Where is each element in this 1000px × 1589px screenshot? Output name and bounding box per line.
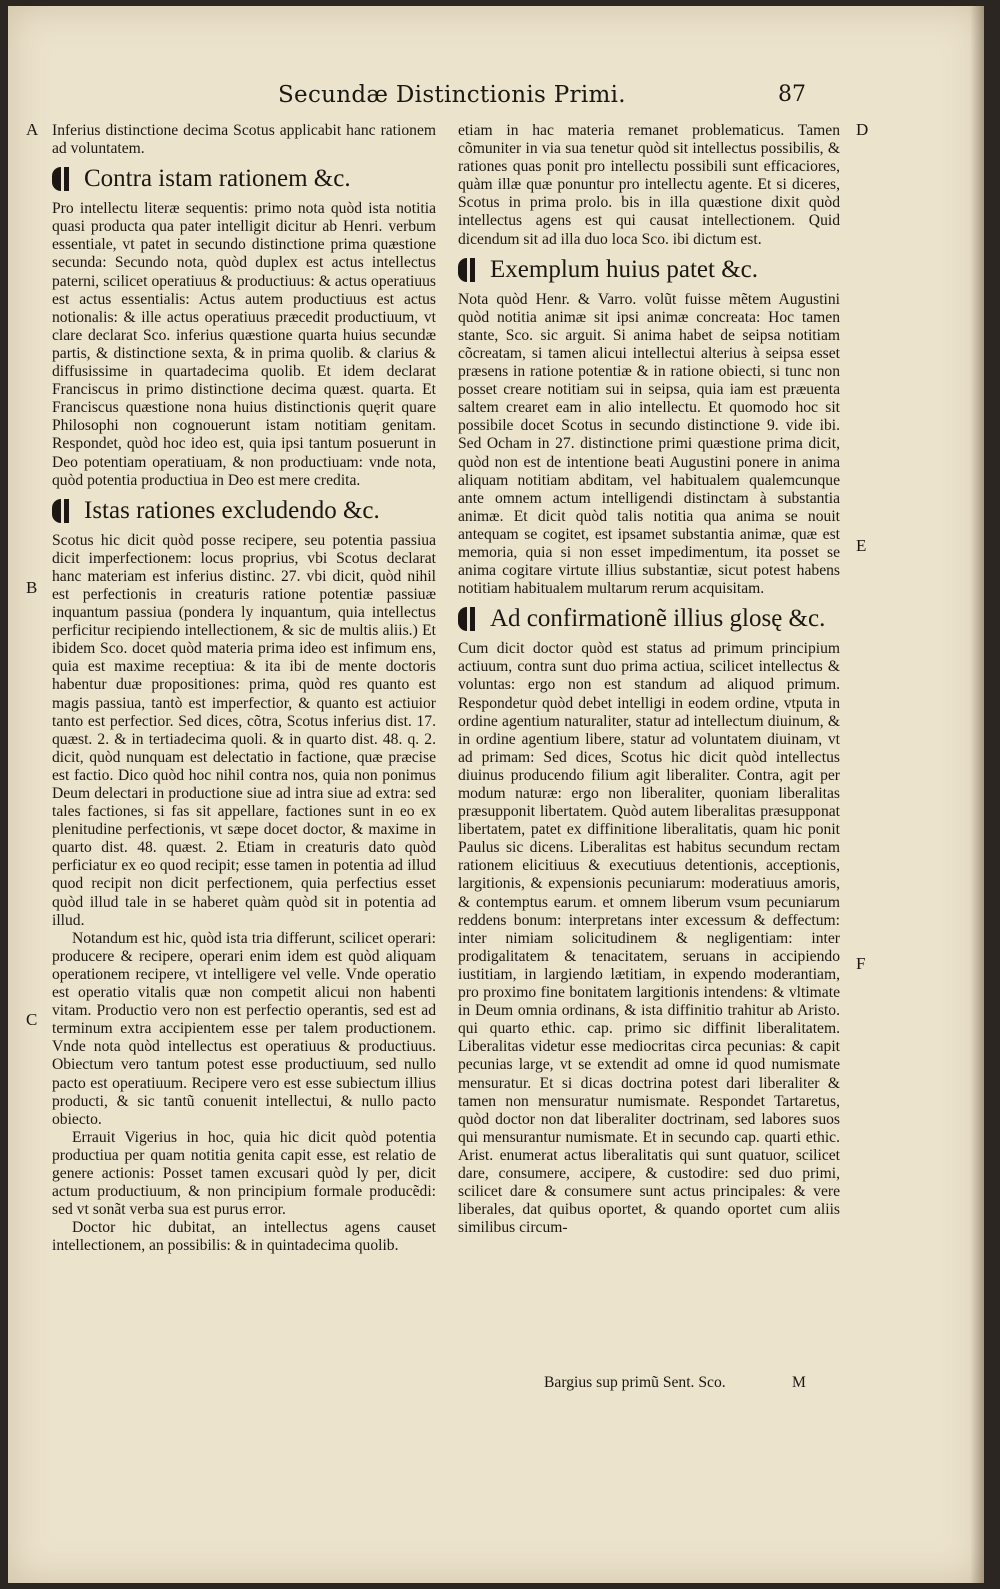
section-heading (52, 164, 436, 194)
paragraph: Notandum est hic, quòd ista tria differunt, scilicet operari: producere & recipere, operari enim idem est quòd aliquam operationem recipere, vt intelligere vel velle. Vnde operatio est operatio vitalis quæ non competit alicui non habenti vitam. Productio vero non est perfectio operantis, sed est ad terminum extra accipientem esse per talem productionem. Vnde nota quòd intellectus est operatiuus & productiuus. Obiectum vero tantum potest esse productiuum, sed nullo pacto est operatiuum. Recipere vero est esse subiectum illius producti, & sic tantũ conuenit intellectui, & nullo pacto obiecto. (52, 929, 436, 1128)
paragraph: Pro intellectu literæ sequentis: primo nota quòd ista notitia quasi producta qua pater intelligit dicitur ab Henri. verbum essentiale, vt patet in secundo distinctione prima quæstione secunda: Secundo nota, quòd duplex est actus intellectus paterni, scilicet operatiuus & productiuus: & actus operatiuus est actus essentialis: Actus autem productiuus est actus notionalis: & ille actus operatiuus præcedit productiuum, vt clare declarat Sco. inferius quæstione quarta huius secundæ partis, & distinctione sexta, & in prima quolib. & clarius & diffusissime in quartadecima quolib. Et idem declarat Franciscus in primo distinctione decima quæst. quarta. Et Franciscus quæstione nona huius distinctionis quęrit quare Philosophi non cognouerunt istam notitiam genitam. Respondet, quòd hoc ideo est, quia ipsi tantum posuerunt in Deo potentiam operatiuam, & non productiuam: vnde nota, quòd potentia productiua in Deo est mere credita. (52, 200, 436, 489)
running-title: Secundæ Distinctionis Primi. (278, 82, 626, 108)
margin-letter-f: F (856, 954, 866, 973)
margin-letter-c: C (26, 1010, 38, 1029)
section-heading-text: Ad confirmationẽ illius glosę &c. (490, 605, 826, 633)
left-column (52, 122, 436, 1255)
margin-letter-d: D (856, 120, 869, 139)
signature-letter: M (792, 1374, 806, 1391)
page-edge-shadow (970, 6, 984, 1583)
page-header (8, 82, 984, 122)
section-heading (458, 604, 840, 634)
book-page (8, 6, 984, 1583)
page-number: 87 (778, 82, 806, 107)
signature-line: Bargius sup primũ Sent. Sco. (544, 1374, 726, 1391)
paragraph: Scotus hic dicit quòd posse recipere, seu potentia passiua dicit imperfectionem: locus proprius, vbi Scotus declarat hanc materiam est inferius distinc. 27. vbi dicit, quòd nihil est perfectionis in creaturis ratione potentiæ passiuæ inquantum passiua (pondera ly inquantum, quia intellectus perficitur recipiendo intellectionem, & sic de multis aliis.) Et ibidem Sco. docet quòd materia prima ideo est infimum ens, quia est maxime receptiua: & ita ibi de mente doctoris habentur duæ propositiones: prima, quòd res quanto est magis passiua, tantò est imperfectior, & quanto est actiuior tanto est perfectior. Sed dices, cõtra, Scotus inferius dist. 17. quæst. 2. & in tertiadecima quoli. & in quarto dist. 48. q. 2. dicit, quòd nunquam est delectatio in factione, quæ præcise est factio. Dico quòd hoc nihil contra nos, quia non ponimus Deum delectari in productione siue ad intra siue ad extra: sed tales factiones, si fas sit appellare, factiones sunt in eo ex plenitudine perfectionis, vt sæpe docet doctor, & maxime in quarto dist. 48. quæst. 2. Etiam in creaturis dato quòd perficiatur ex eo quod recipit; esse tamen in potentia ad illud quod recipit non dicit perfectionem, quia perfectius esset quòd illud tale in se haberet quàm quòd sit in potentia ad illud. (52, 531, 436, 929)
section-heading-text: Istas rationes excludendo &c. (84, 496, 380, 524)
section-heading-text: Exemplum huius patet &c. (490, 255, 759, 283)
section-heading (458, 255, 840, 285)
right-column (458, 122, 840, 1237)
section-heading (52, 496, 436, 526)
paragraph: Nota quòd Henr. & Varro. volũt fuisse mẽtem Augustini quòd notitia animæ sit ipsi animæ concreata: Hoc tamen stante, Sco. sic arguit. Si anima habet de seipsa notitiam cõcreatam, si tamen alicui intellectui alterius à seipsa esset præsens in ratione potentiæ & in ratione obiecti, si tunc non posset creare notitiam sui in seipsa, quia iam est præuenta saltem crearet eam in alio intellectu. Et quomodo hoc sit possibile docet Scotus in secundo distinctione 9. vide ibi. Sed Ocham in 27. distinctione primi quæstione prima dicit, quòd non est de intentione beati Augustini ponere in anima aliquam notitiam abditam, vel habitualem qualemcunque ante omnem actum intelligendi distinctam à substantia animæ. Et dicit quòd talis notitia qua anima se nouit antequam se cogitet, est ipsamet substantia animæ, quæ est memoria, quia si non esset impedimentum, ita posset se anima cogitare virtute illius substantiæ, sicut potest habens notitiam habitualem multarum rerum acquisitam. (458, 290, 840, 598)
paragraph-mark-icon (52, 499, 74, 523)
section-heading-text: Contra istam rationem &c. (84, 165, 351, 193)
margin-letter-b: B (26, 578, 38, 597)
paragraph: Inferius distinctione decima Scotus applicabit hanc rationem ad voluntatem. (52, 122, 436, 158)
paragraph: Cum dicit doctor quòd est status ad primum principium actiuum, contra sunt duo prima actiua, scilicet intellectus & voluntas: ergo non est standum ad aliquod primum. Respondetur quòd debet intelligi in eodem ordine, vtputa in ordine agentium naturaliter, statur ad intellectum diuinum, & in ordine agentium libere, statur ad voluntatem diuinam, vt ad primam: Sed dices, Scotus hic dicit quòd intellectus diuinus producendo filium agit liberaliter. Contra, agit per modum naturæ: ergo non liberaliter, quoniam liberalitas præsupponit libertatem. Quòd autem liberalitas præsupponat libertatem, patet ex diffinitione liberalitatis, quam hic ponit Paulus sic dicens. Liberalitas est habitus secundum rectam rationem elicitiuus & executiuus detentionis, acceptionis, largitionis, & expensionis pecuniarum: moderatiuus amoris, & contemptus earum. et omnem liberum vsum pecuniarum reddens bonum: interpretans inter excessum & deffectum: inter nimiam solicitudinem & negligentiam: inter prodigalitatem & tenacitatem, seruans in accipiendo iustitiam, in largiendo lætitiam, in expendo moderantiam, pro proximo fine bonitatem largitionis intendens: & vltimate in Deum omnia ordinans, & ista diffinitio trahitur ab Aristo. qui quarto ethic. cap. primo sic diffinit liberalitatem. Liberalitas videtur esse mediocritas circa pecunias: & capit pecunias large, vt se extendit ad omne id quod numismate mensuratur. Et si dicas doctrina potest dari liberaliter & tamen non mensuratur numismate. Respondet Tartaretus, quòd doctor non dat liberaliter doctrinam, sed labores suos qui mensurantur numismate. Et in secundo cap. quarti ethic. Arist. enumerat actus liberalitatis qui sunt quatuor, scilicet dare, consumere, accipere, & custodire: sed duo primi, scilicet dare & consumere sunt actus principales: & vere liberales, dat quibus oportet, & quando oportet cum aliis similibus circum- (458, 640, 840, 1237)
paragraph-mark-icon (458, 258, 480, 282)
paragraph: etiam in hac materia remanet problematicus. Tamen cõmuniter in via sua tenetur quòd sit intellectus possibilis, & rationes quas ponit pro intellectu possibili sunt efficaciores, quàm illæ quæ ponuntur pro intellectu agente. Et si diceres, Scotus in prima prolo. bis in illa quæstione dixit quòd intellectus agens est qui causat intellectionem. Quid dicendum sit ad illa duo loca Sco. ibi dictum est. (458, 122, 840, 248)
margin-letter-e: E (856, 536, 867, 555)
paragraph: Doctor hic dubitat, an intellectus agens causet intellectionem, an possibilis: & in quintadecima quolib. (52, 1219, 436, 1255)
margin-letter-a: A (26, 120, 39, 139)
paragraph: Errauit Vigerius in hoc, quia hic dicit quòd potentia productiua per quam notitia genita capit esse, est relatio de genere actionis: Posset tamen excusari quòd ly per, dicit actum productiuum, & non principium formale producẽdi: sed vt sonãt verba sua est purus error. (52, 1128, 436, 1219)
paragraph-mark-icon (52, 167, 74, 191)
paragraph-mark-icon (458, 607, 480, 631)
